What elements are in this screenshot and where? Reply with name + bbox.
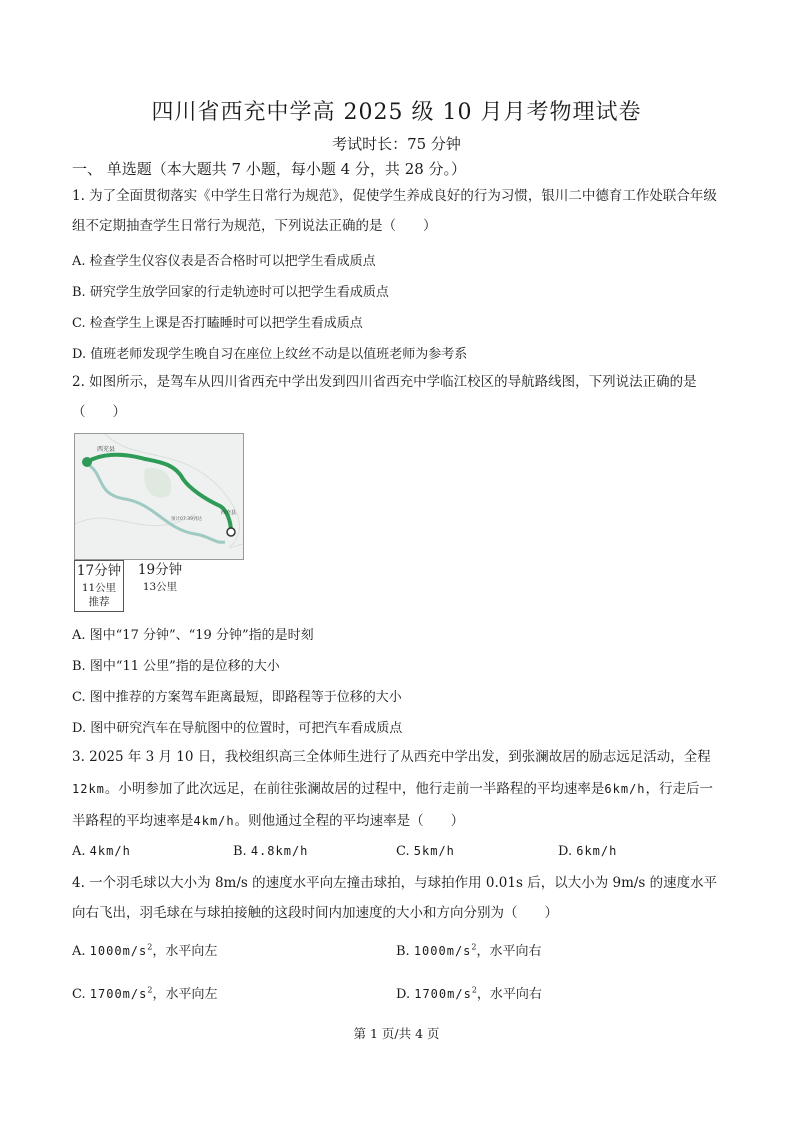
q3-stem-part-b: 。小明参加了此次远足，在前往张澜故居的过程中，他行走前一半路程的平均速率是 [104,781,605,797]
question-4-option-d: D. $1700m/s^2$，水平向右 [396,985,542,1002]
q3-stem-part-a: 3. 2025 年 3 月 10 日，我校组织高三全体师生进行了从西充中学出发，到张澜故居的励志远足活动，全程 [72,749,711,765]
navigation-map [74,433,244,560]
question-3-option-c: C. 5km/h [396,844,455,859]
question-2-option-c: C. 图中推荐的方案驾车距离最短，即路程等于位移的大小 [72,690,402,705]
q3-total-distance: 12km [72,782,105,796]
question-2-option-d: D. 图中研究汽车在导航图中的位置时，可把汽车看成质点 [72,721,403,736]
route-2-distance: 13公里 [142,581,178,593]
question-1-stem: 1. 为了全面贯彻落实《中学生日常行为规范》，促使学生养成良好的行为习惯，银川二中德育工作处联合年级组不定期抽查学生日常行为规范，下列说法正确的是（ ） [72,188,717,234]
question-4-option-c: C. $1700m/s^2$，水平向左 [72,985,218,1002]
question-1-option-a: A. 检查学生仪容仪表是否合格时可以把学生看成质点 [72,254,376,269]
page-footer: 第 1 页/共 4 页 [353,1026,440,1041]
destination-label: 西充县 [221,510,237,516]
question-1-option-d: D. 值班老师发现学生晚自习在座位上纹丝不动是以值班老师为参考系 [72,347,468,362]
exam-title: 四川省西充中学高 2025 级 10 月月考物理试卷 [151,100,642,125]
question-3-option-a: A. 4km/h [72,844,131,859]
question-2-stem: 2. 如图所示，是驾车从四川省西充中学出发到四川省西充中学临江校区的导航路线图，下列说法正确的是（ ） [72,374,697,420]
route-2-time: 19分钟 [137,562,183,578]
q3-stem-part-c: ，行走后一半路程的平均速率是 [72,781,714,829]
question-3-stem [72,741,724,837]
destination-marker [227,528,235,536]
q3-speed-first-half: 6km/h [604,782,646,796]
q3-speed-second-half: 4km/h [193,814,235,828]
question-2-option-b: B. 图中“11 公里”指的是位移的大小 [72,659,280,674]
question-3-option-d: D. 6km/h [558,844,618,859]
exam-duration: 考试时长：75 分钟 [332,135,461,153]
origin-label: 西充县 [97,446,116,453]
question-1-option-b: B. 研究学生放学回家的行走轨迹时可以把学生看成质点 [72,285,389,300]
route-1-distance: 11公里 [81,582,117,594]
q3-option-a-value: 4km/h [89,844,131,858]
map-graphic [75,434,243,559]
question-4-stem: 4. 一个羽毛球以大小为 8m/s 的速度水平向左撞击球拍，与球拍作用 0.01s 后，以大小为 9m/s 的速度水平向右飞出，羽毛球在与球拍接触的这段时间内加速度的大小和方向分别为（ ） [72,875,718,921]
route-1-tag: 推荐 [88,596,110,608]
q3-option-c-value: 5km/h [413,844,455,858]
origin-marker [82,457,92,467]
section-heading: 一、 单选题（本大题共 7 小题，每小题 4 分，共 28 分。） [72,160,467,178]
question-4-option-b: B. $1000m/s^2$，水平向右 [396,942,542,959]
question-1-option-c: C. 检查学生上课是否打瞌睡时可以把学生看成质点 [72,316,363,331]
q3-option-d-value: 6km/h [576,844,618,858]
question-2-option-a: A. 图中“17 分钟”、“19 分钟”指的是时刻 [72,628,314,643]
route-1-time: 17分钟 [76,563,122,579]
question-3-option-b: B. 4.8km/h [233,844,309,859]
q3-stem-part-d: 。则他通过全程的平均速率是（ ） [234,813,465,829]
route-option-alternate [132,560,188,610]
q3-option-b-value: 4.8km/h [250,844,309,858]
route-option-recommended [74,560,124,612]
eta-label: 预计07:39到达 [171,517,202,522]
question-4-option-a: A. $1000m/s^2$，水平向左 [72,942,218,959]
